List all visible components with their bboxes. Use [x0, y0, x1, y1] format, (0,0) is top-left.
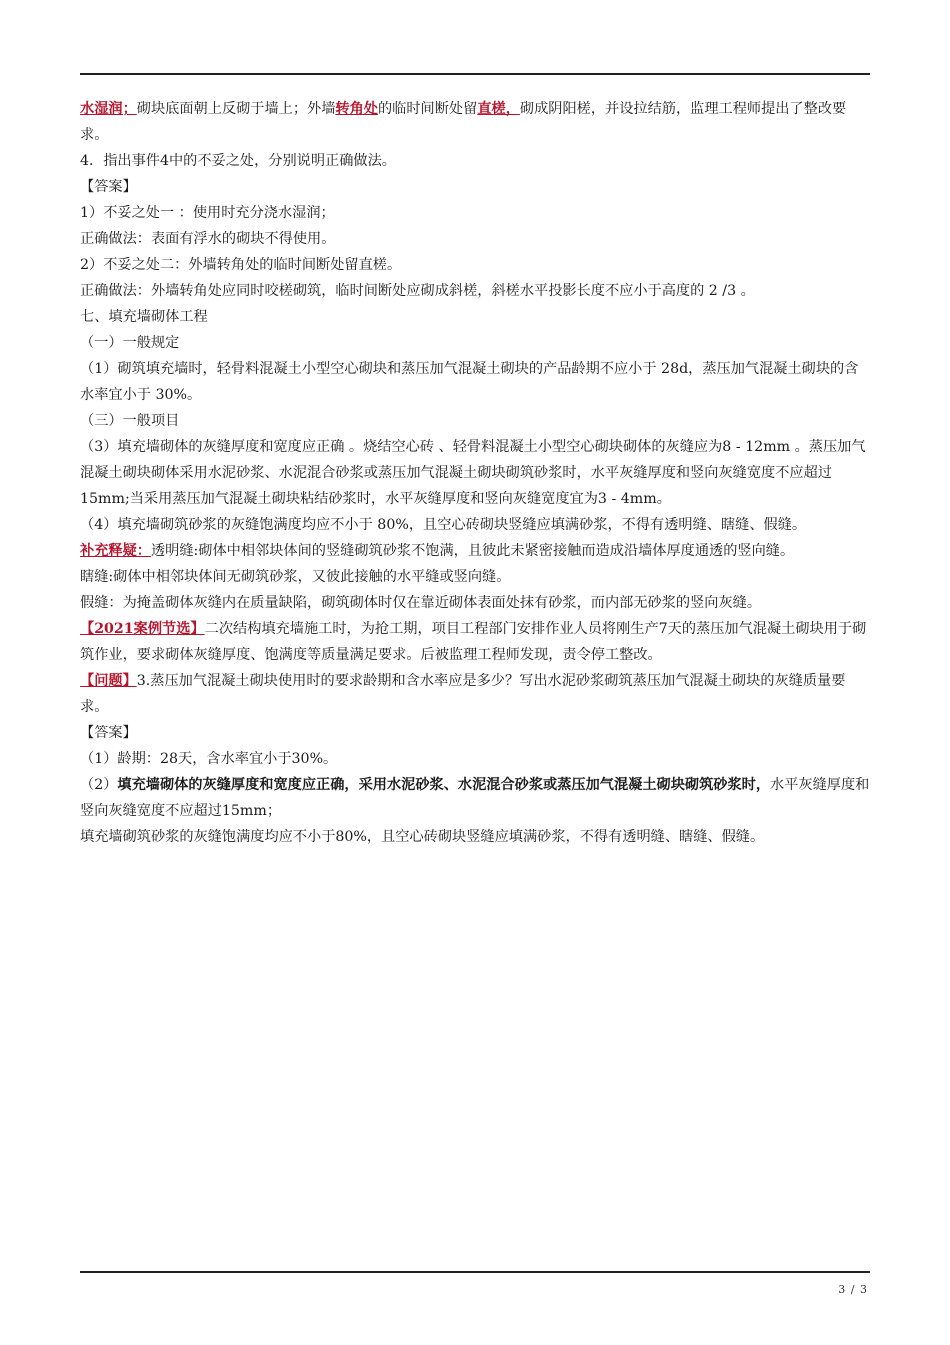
paragraph: （1）砌筑填充墙时，轻骨料混凝土小型空心砌块和蒸压加气混凝土砌块的产品龄期不应小于 28d，蒸压加气混凝土砌块的含水率宜小于 30%。 — [80, 361, 859, 403]
answer-label: 【答案】 — [80, 179, 137, 195]
page-number: 3 / 3 — [838, 1283, 868, 1296]
answer-item: 2）不妥之处二：外墙转角处的临时间断处留直槎。 — [80, 257, 402, 273]
subsection-heading: （一）一般规定 — [80, 335, 180, 351]
highlight-label: 补充释疑： — [80, 543, 151, 559]
paragraph: （3）填充墙砌体的灰缝厚度和宽度应正确 。烧结空心砖 、轻骨料混凝土小型空心砌块砌体的灰缝应为8 - 12mm 。蒸压加气混凝土砌块砌体采用水泥砂浆、水泥混合砂浆或蒸压加气混凝土砌块砌筑砂浆时，水平灰缝厚度和竖向灰缝宽度不应超过15mm;当采用蒸压加气混凝土砌块粘结砂浆时，水平灰缝厚度和竖向灰缝宽度宜为3 - 4mm。 — [80, 439, 866, 507]
document-body — [80, 96, 870, 850]
answer-item: （1）龄期：28天，含水率宜小于30%。 — [80, 751, 338, 767]
highlight-label: 【2021案例节选】 — [80, 621, 205, 637]
highlight-term: 水湿润； — [80, 101, 137, 117]
paragraph: 瞎缝:砌体中相邻块体间无砌筑砂浆，又彼此接触的水平缝或竖向缝。 — [80, 569, 511, 585]
supplement-note: 补充释疑：透明缝:砌体中相邻块体间的竖缝砌筑砂浆不饱满，且彼此未紧密接触而造成沿墙体厚度通透的竖向缝。 — [80, 543, 795, 559]
paragraph: 假缝：为掩盖砌体灰缝内在质量缺陷，砌筑砌体时仅在靠近砌体表面处抹有砂浆，而内部无砂浆的竖向灰缝。 — [80, 595, 762, 611]
header-rule — [80, 73, 870, 75]
answer-item: （2）填充墙砌体的灰缝厚度和宽度应正确，采用水泥砂浆、水泥混合砂浆或蒸压加气混凝土砌块砌筑砂浆时，水平灰缝厚度和竖向灰缝宽度不应超过15mm； — [80, 777, 870, 819]
paragraph: （4）填充墙砌筑砂浆的灰缝饱满度均应不小于 80%，且空心砖砌块竖缝应填满砂浆，不得有透明缝、瞎缝、假缝。 — [80, 517, 807, 533]
highlight-term: 直槎， — [477, 101, 520, 117]
case-question: 【问题】3.蒸压加气混凝土砌块使用时的要求龄期和含水率应是多少？写出水泥砂浆砌筑蒸压加气混凝土砌块的灰缝质量要求。 — [80, 673, 846, 715]
subsection-heading: （三）一般项目 — [80, 413, 180, 429]
paragraph-event-4-text: 水湿润；砌块底面朝上反砌于墙上；外墙转角处的临时间断处留直槎，砌成阴阳槎，并设拉结筋，监理工程师提出了整改要求。 — [80, 101, 847, 143]
question-4: 4．指出事件4中的不妥之处，分别说明正确做法。 — [80, 153, 396, 169]
case-excerpt: 【2021案例节选】二次结构填充墙施工时，为抢工期，项目工程部门安排作业人员将刚生产7天的蒸压加气混凝土砌块用于砌筑作业，要求砌体灰缝厚度、饱满度等质量满足要求。后被监理工程师发现，责令停工整改。 — [80, 621, 867, 663]
highlight-term: 转角处 — [335, 101, 378, 117]
answer-item: 正确做法：外墙转角处应同时咬槎砌筑，临时间断处应砌成斜槎，斜槎水平投影长度不应小于高度的 2 /3 。 — [80, 283, 755, 299]
answer-label: 【答案】 — [80, 725, 137, 741]
answer-item: 1）不妥之处一 ：使用时充分浇水湿润； — [80, 205, 335, 221]
highlight-label: 【问题】 — [80, 673, 137, 689]
answer-item: 正确做法：表面有浮水的砌块不得使用。 — [80, 231, 336, 247]
answer-item: 填充墙砌筑砂浆的灰缝饱满度均应不小于80%，且空心砖砌块竖缝应填满砂浆，不得有透明缝、瞎缝、假缝。 — [80, 829, 765, 845]
section-heading: 七、填充墙砌体工程 — [80, 309, 208, 325]
footer-rule — [80, 1271, 870, 1273]
